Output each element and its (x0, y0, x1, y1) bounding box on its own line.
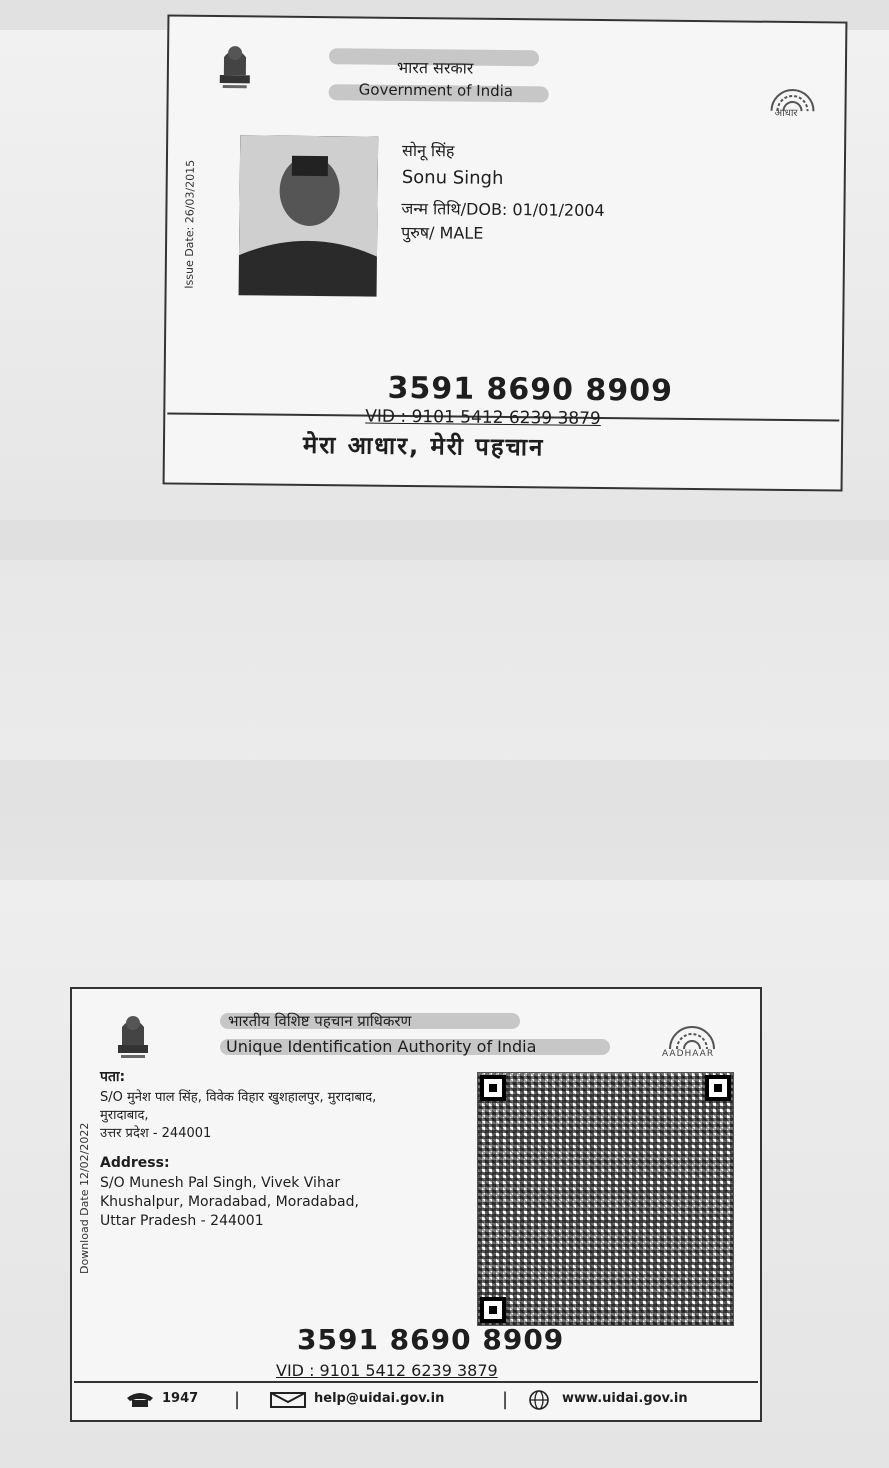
holder-gender: पुरुष/ MALE (401, 222, 484, 243)
authority-title-hindi: भारतीय विशिष्ट पहचान प्राधिकरण (228, 1012, 412, 1030)
qr-finder-pattern (705, 1075, 731, 1101)
website-url: www.uidai.gov.in (562, 1391, 688, 1406)
email-address: help@uidai.gov.in (314, 1391, 445, 1406)
scan-band (0, 760, 889, 880)
vid-number: VID : 9101 5412 6239 3879 (276, 1361, 498, 1380)
tagline: मेरा आधार, मेरी पहचान (302, 430, 545, 462)
aadhaar-number: 3591 8690 8909 (297, 1323, 565, 1356)
gov-title-english: Government of India (358, 80, 514, 101)
vid-number: VID : 9101 5412 6239 3879 (365, 406, 601, 430)
address-english-line: S/O Munesh Pal Singh, Vivek Vihar (100, 1175, 341, 1191)
address-hindi-line: उत्तर प्रदेश - 244001 (100, 1126, 212, 1141)
globe-icon (528, 1390, 550, 1410)
divider (74, 1381, 758, 1383)
address-english-line: Uttar Pradesh - 244001 (100, 1213, 264, 1229)
holder-photo (239, 135, 379, 296)
qr-code (477, 1072, 734, 1326)
scan-band (0, 520, 889, 560)
address-label-english: Address: (100, 1155, 170, 1171)
aadhaar-card-front (163, 14, 848, 491)
holder-name-hindi: सोनू सिंह (401, 140, 455, 161)
aadhaar-number: 3591 8690 8909 (387, 370, 674, 409)
authority-title-english: Unique Identification Authority of India (226, 1037, 537, 1056)
aadhaar-card-back (70, 987, 762, 1422)
address-hindi-line: मुरादाबाद, (100, 1108, 149, 1123)
qr-finder-pattern (480, 1297, 506, 1323)
national-emblem-icon (112, 1005, 154, 1061)
address-hindi-line: S/O मुनेश पाल सिंह, विवेक विहार खुशहालपुर, मुरादाबाद, (100, 1090, 377, 1105)
national-emblem-icon (214, 35, 257, 91)
address-label-hindi: पता: (100, 1069, 126, 1085)
aadhaar-logo-text: AADHAAR (662, 1049, 715, 1059)
qr-finder-pattern (480, 1075, 506, 1101)
address-english-line: Khushalpur, Moradabad, Moradabad, (100, 1194, 359, 1210)
phone-icon (124, 1390, 156, 1408)
download-date: Download Date 12/02/2022 (78, 1122, 91, 1274)
phone-number: 1947 (162, 1391, 199, 1406)
gov-title-hindi: भारत सरकार (396, 57, 474, 78)
aadhaar-logo-text: आधार (774, 107, 798, 120)
holder-dob: जन्म तिथि/DOB: 01/01/2004 (401, 198, 605, 221)
issue-date: Issue Date: 26/03/2015 (182, 159, 197, 289)
holder-name-english: Sonu Singh (401, 166, 504, 189)
footer-separator: | (502, 1389, 509, 1410)
email-icon (270, 1392, 306, 1408)
footer-separator: | (234, 1389, 241, 1410)
